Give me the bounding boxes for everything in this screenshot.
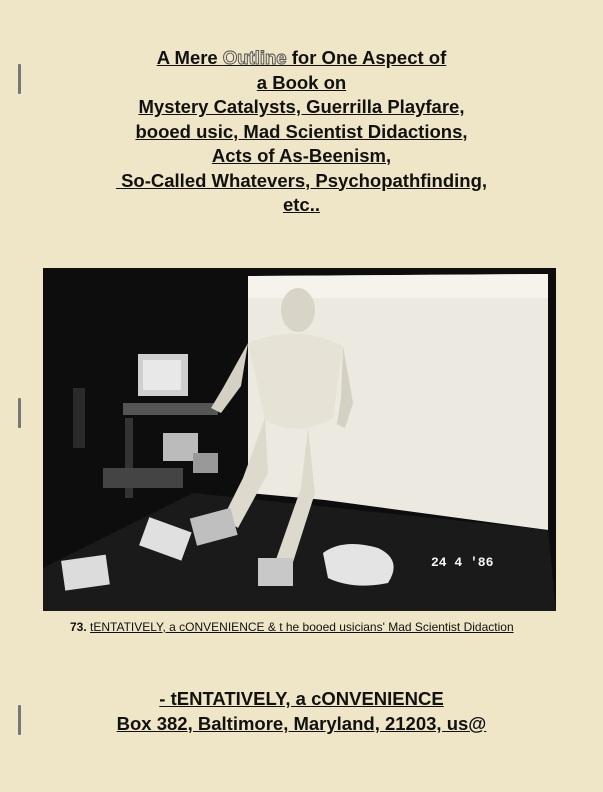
- photo-caption: [70, 620, 514, 634]
- title-line-2: a Book on: [256, 71, 347, 93]
- page-title: [0, 46, 603, 218]
- staple-middle: [18, 398, 21, 428]
- credit-name: - tENTATIVELY, a cONVENIENCE: [159, 688, 444, 709]
- author-credit: [0, 686, 603, 736]
- caption-text: tENTATIVELY, a cONVENIENCE & t he booed usicians' Mad Scientist Didaction: [90, 620, 514, 634]
- title-line-6: So-Called Whatevers, Psychopathfinding,: [115, 169, 488, 191]
- performance-photo: [43, 268, 556, 611]
- photo-illustration: [43, 268, 556, 611]
- outline-word: Outline: [222, 47, 287, 68]
- date-stamp: 24 4 '86: [431, 555, 494, 570]
- title-line-1: A Mere Outline for One Aspect of: [156, 47, 447, 68]
- credit-address: Box 382, Baltimore, Maryland, 21203, us@: [116, 713, 487, 734]
- title-line-7: etc..: [282, 194, 321, 215]
- caption-number: 73.: [70, 620, 87, 634]
- title-line-3: Mystery Catalysts, Guerrilla Playfare,: [138, 96, 465, 117]
- title-line-4: booed usic, Mad Scientist Didactions,: [135, 120, 468, 142]
- title-line-5: Acts of As-Beenism,: [211, 145, 392, 166]
